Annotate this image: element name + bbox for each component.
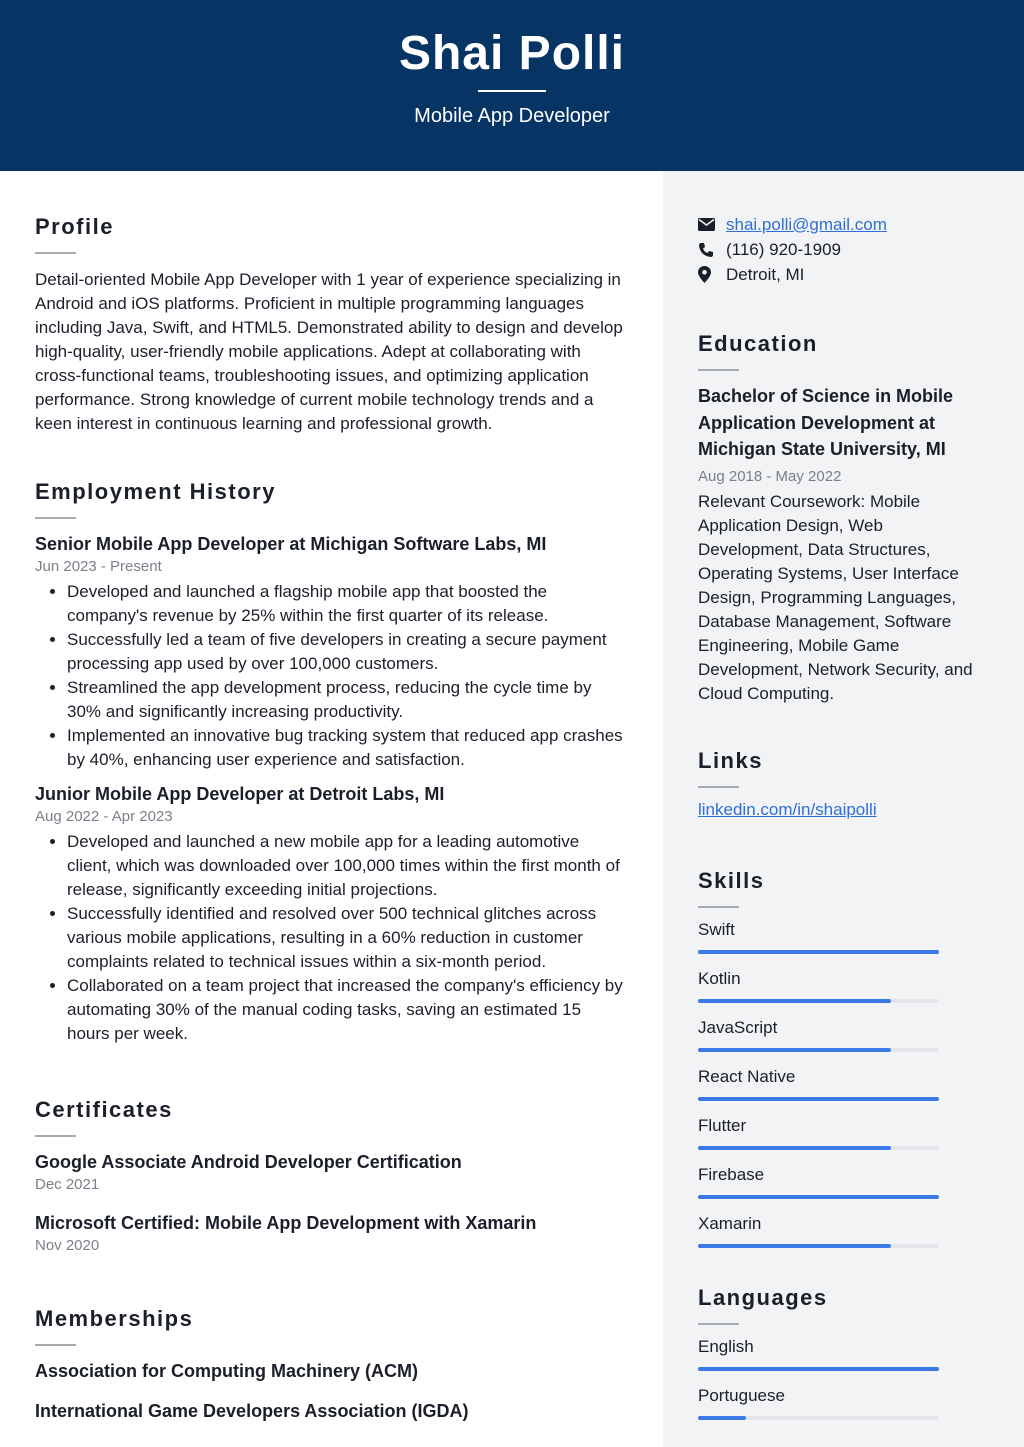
phone-icon bbox=[698, 242, 726, 258]
skill-item bbox=[698, 968, 998, 1003]
contact-email-row bbox=[698, 212, 998, 237]
language-item-level-track bbox=[698, 1416, 939, 1420]
job-bullets bbox=[35, 830, 625, 1046]
job-bullets bbox=[35, 580, 625, 772]
skills-section bbox=[698, 868, 998, 1262]
education-description: Relevant Coursework: Mobile Application Design, Web Development, Data Structures, Operating Systems, User Interface Design, Programming Languages, Database Management, Software Engineering, Mobile Game Development, Network Security, and Cloud Computing. bbox=[698, 491, 973, 703]
skill-item-level-track bbox=[698, 1146, 939, 1150]
section-divider bbox=[35, 517, 76, 519]
contact-phone-row bbox=[698, 237, 998, 262]
job-entry bbox=[35, 782, 625, 1046]
languages-list bbox=[698, 1336, 998, 1420]
job-entry bbox=[35, 532, 625, 772]
skill-item-name: Firebase bbox=[698, 1165, 765, 1184]
sidebar bbox=[663, 171, 1024, 1447]
skill-item-name: React Native bbox=[698, 1067, 796, 1086]
section-divider bbox=[698, 906, 739, 908]
degree-title: Bachelor of Science in Mobile Application Development at Michigan State University, MI bbox=[698, 386, 954, 459]
location-text: Detroit, MI bbox=[726, 264, 805, 284]
skill-item bbox=[698, 1115, 998, 1150]
profile-section bbox=[35, 214, 625, 436]
section-divider bbox=[698, 1323, 739, 1325]
certificate-date: Nov 2020 bbox=[35, 1237, 100, 1254]
language-item-level-bar bbox=[698, 1367, 939, 1371]
profile-text: Detail-oriented Mobile App Developer with 1 year of experience specializing in Android and iOS platforms. Proficient in multiple programming languages including Java, Swift, and HTML5. Demonstrated ability to design and develop high-quality, user-friendly mobile applications. Adept at collaborating with cross-functional teams, troubleshooting issues, and optimizing application performance. Strong knowledge of current mobile technology trends and a keen interest in continuous learning and professional growth. bbox=[35, 270, 623, 433]
location-pin-icon bbox=[698, 266, 726, 283]
certificate-title: Google Associate Android Developer Certification bbox=[35, 1152, 462, 1172]
section-divider bbox=[698, 786, 739, 788]
skill-item-level-bar bbox=[698, 1048, 891, 1052]
language-item-level-track bbox=[698, 1367, 939, 1371]
skill-item-level-bar bbox=[698, 1244, 891, 1248]
skill-item-level-track bbox=[698, 999, 939, 1003]
membership-item: International Game Developers Association (IGDA) bbox=[35, 1401, 469, 1421]
skill-item-level-track bbox=[698, 1048, 939, 1052]
linkedin-link[interactable]: linkedin.com/in/shaipolli bbox=[698, 800, 877, 819]
skill-item-level-bar bbox=[698, 999, 891, 1003]
skill-item-level-bar bbox=[698, 1146, 891, 1150]
language-item-name: English bbox=[698, 1337, 754, 1356]
skill-item-level-track bbox=[698, 1244, 939, 1248]
job-title: Senior Mobile App Developer at Michigan Software Labs, MI bbox=[35, 534, 547, 554]
job-dates: Aug 2022 - Apr 2023 bbox=[35, 808, 173, 825]
skills-heading: Skills bbox=[698, 868, 765, 893]
skill-item-name: JavaScript bbox=[698, 1018, 778, 1037]
skill-item bbox=[698, 1066, 998, 1101]
skill-item bbox=[698, 1164, 998, 1199]
links-section bbox=[698, 748, 998, 820]
job-bullet: • Streamlined the app development process, reducing the cycle time by 30% and significantly increasing productivity. bbox=[67, 676, 625, 724]
skills-list bbox=[698, 919, 998, 1248]
skill-item-level-bar bbox=[698, 1097, 939, 1101]
memberships-heading: Memberships bbox=[35, 1306, 194, 1331]
skill-item-name: Kotlin bbox=[698, 969, 741, 988]
certificate-date: Dec 2021 bbox=[35, 1176, 100, 1193]
job-bullet: • Developed and launched a new mobile app for a leading automotive client, which was downloaded over 100,000 times within the first month of release, significantly exceeding initial projections. bbox=[67, 830, 625, 902]
certificate-title: Microsoft Certified: Mobile App Development with Xamarin bbox=[35, 1213, 537, 1233]
skill-item-name: Xamarin bbox=[698, 1214, 762, 1233]
skill-item-name: Swift bbox=[698, 920, 735, 939]
employment-heading: Employment History bbox=[35, 479, 276, 504]
skill-item-level-bar bbox=[698, 1195, 939, 1199]
phone-text: (116) 920-1909 bbox=[726, 239, 841, 259]
education-section bbox=[698, 331, 998, 706]
job-bullet: • Implemented an innovative bug tracking system that reduced app crashes by 40%, enhancing user experience and satisfaction. bbox=[67, 724, 625, 772]
section-divider bbox=[35, 1344, 76, 1346]
skill-item-level-track bbox=[698, 950, 939, 954]
profile-heading: Profile bbox=[35, 214, 114, 239]
skill-item bbox=[698, 1213, 998, 1248]
employment-section bbox=[35, 479, 625, 1046]
section-divider bbox=[35, 252, 76, 254]
job-bullet: • Developed and launched a flagship mobile app that boosted the company's revenue by 25% within the first quarter of its release. bbox=[67, 580, 625, 628]
header-divider bbox=[478, 90, 546, 92]
resume-header bbox=[0, 0, 1024, 171]
certificate-entry bbox=[35, 1211, 625, 1257]
section-divider bbox=[35, 1135, 76, 1137]
skill-item bbox=[698, 919, 998, 954]
job-bullet: • Successfully identified and resolved over 500 technical glitches across various mobile applications, resulting in a 60% reduction in customer complaints related to technical issues within a six-month period. bbox=[67, 902, 625, 974]
language-item bbox=[698, 1336, 998, 1371]
skill-item-level-track bbox=[698, 1195, 939, 1199]
envelope-icon bbox=[698, 218, 726, 231]
memberships-section bbox=[35, 1306, 625, 1423]
candidate-title: Mobile App Developer bbox=[414, 105, 610, 127]
education-dates: Aug 2018 - May 2022 bbox=[698, 467, 842, 485]
skill-item-name: Flutter bbox=[698, 1116, 747, 1135]
skill-item bbox=[698, 1017, 998, 1052]
certificate-entry bbox=[35, 1150, 625, 1196]
languages-heading: Languages bbox=[698, 1285, 828, 1310]
languages-section bbox=[698, 1285, 998, 1434]
language-item-level-bar bbox=[698, 1416, 746, 1420]
certificates-heading: Certificates bbox=[35, 1097, 173, 1122]
skill-item-level-track bbox=[698, 1097, 939, 1101]
language-item bbox=[698, 1385, 998, 1420]
skill-item-level-bar bbox=[698, 950, 939, 954]
language-item-name: Portuguese bbox=[698, 1386, 785, 1405]
job-bullet: • Collaborated on a team project that increased the company's efficiency by automating 30% of the manual coding tasks, saving an estimated 15 hours per week. bbox=[67, 974, 625, 1046]
section-divider bbox=[698, 369, 739, 371]
links-heading: Links bbox=[698, 748, 763, 773]
education-heading: Education bbox=[698, 331, 818, 356]
email-link[interactable]: shai.polli@gmail.com bbox=[726, 214, 887, 234]
job-dates: Jun 2023 - Present bbox=[35, 558, 162, 575]
candidate-name: Shai Polli bbox=[398, 27, 626, 80]
certificates-section bbox=[35, 1097, 625, 1257]
contact-block bbox=[698, 212, 998, 287]
job-bullet: • Successfully led a team of five developers in creating a secure payment processing app used by over 100,000 customers. bbox=[67, 628, 625, 676]
contact-location-row bbox=[698, 262, 998, 287]
job-title: Junior Mobile App Developer at Detroit Labs, MI bbox=[35, 784, 445, 804]
membership-item: Association for Computing Machinery (ACM) bbox=[35, 1361, 419, 1381]
